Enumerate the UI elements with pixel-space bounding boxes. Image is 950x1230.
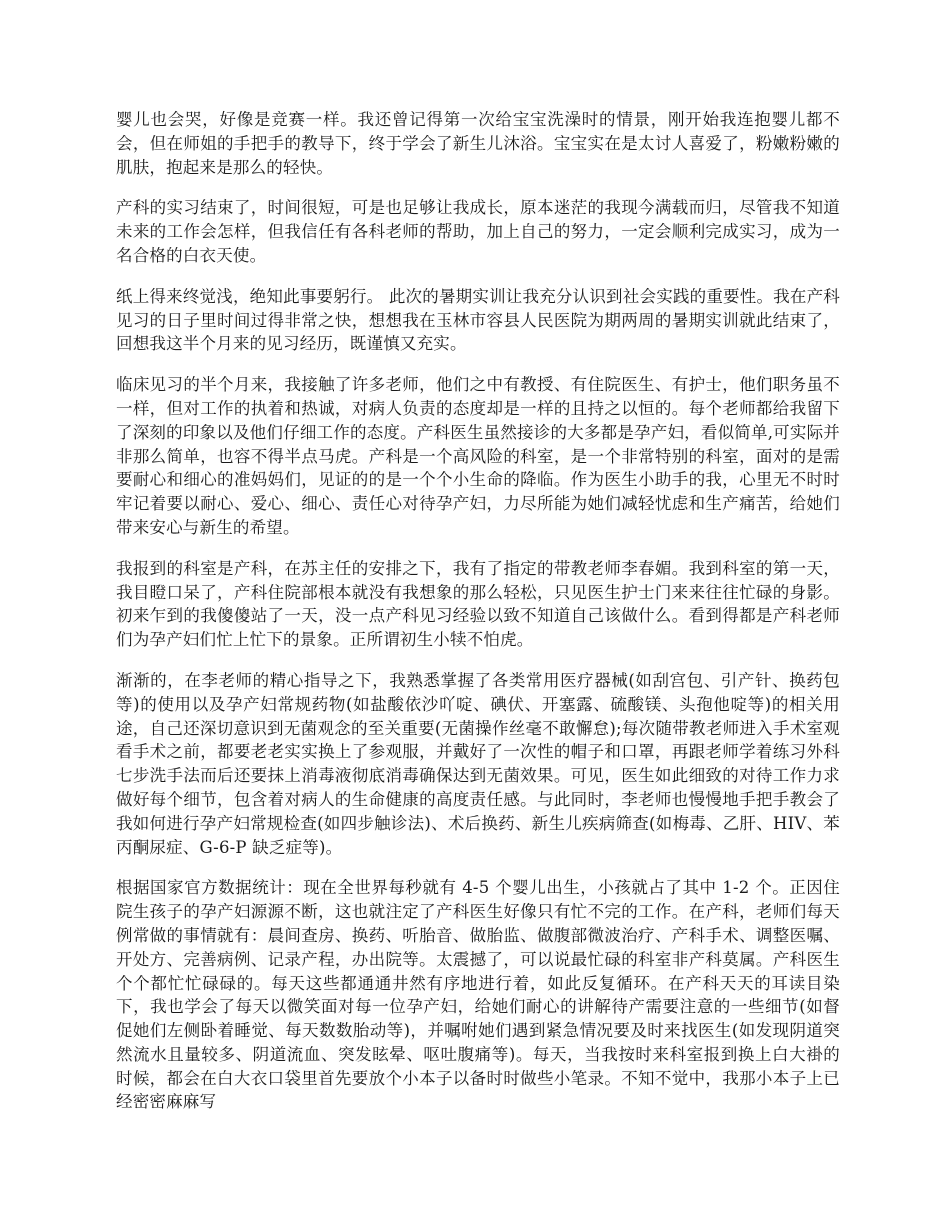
paragraph-5: 我报到的科室是产科，在苏主任的安排之下，我有了指定的带教老师李春媚。我到科室的第一天，我目瞪口呆了，产科住院部根本就没有我想象的那么轻松，只见医生护士门来来往往忙碌的身影。初来乍到的我傻傻站了一天，没一点产科见习经验以致不知道自己该做什么。看到得都是产科老师们为孕产妇们忙上忙下的景象。正所谓初生小犊不怕虎。 bbox=[116, 558, 840, 650]
paragraph-2: 产科的实习结束了，时间很短，可是也足够让我成长，原本迷茫的我现今满载而归，尽管我不知道未来的工作会怎样，但我信任有各科老师的帮助，加上自己的努力，一定会顺利完成实习，成为一名合格的白衣天使。 bbox=[116, 198, 840, 265]
paragraph-4: 临床见习的半个月来，我接触了许多老师，他们之中有教授、有住院医生、有护士，他们职务虽不一样，但对工作的执着和热诚，对病人负责的态度却是一样的且持之以恒的。每个老师都给我留下了深刻的印象以及他们仔细工作的态度。产科医生虽然接诊的大多都是孕产妇，看似简单,可实际并非那么简单，也容不得半点马虎。产科是一个高风险的科室，是一个非常特别的科室，面对的是需要耐心和细心的准妈妈们，见证的的是一个个小生命的降临。作为医生小助手的我，心里无不时时牢记着要以耐心、爱心、细心、责任心对待孕产妇，力尽所能为她们减轻忧虑和生产痛苦，给她们带来安心与新生的希望。 bbox=[116, 375, 840, 537]
paragraph-3: 纸上得来终觉浅，绝知此事要躬行。 此次的暑期实训让我充分认识到社会实践的重要性。我在产科见习的日子里时间过得非常之快，想想我在玉林市容县人民医院为期两周的暑期实训就此结束了，回想我这半个月来的见习经历，既谨慎又充实。 bbox=[116, 286, 840, 354]
paragraph-1: 婴儿也会哭，好像是竞赛一样。我还曾记得第一次给宝宝洗澡时的情景，刚开始我连抱婴儿都不会，但在师姐的手把手的教导下，终于学会了新生儿沐浴。宝宝实在是太讨人喜爱了，粉嫩粉嫩的肌肤，抱起来是那么的轻快。 bbox=[116, 110, 840, 177]
paragraph-6: 渐渐的，在李老师的精心指导之下，我熟悉掌握了各类常用医疗器械(如刮宫包、引产针、换药包等)的使用以及孕产妇常规药物(如盐酸依沙吖啶、碘伏、开塞露、硫酸镁、头孢他啶等)的相关用途，自己还深切意识到无菌观念的至关重要(无菌操作丝毫不敢懈怠);每次随带教老师进入手术室观看手术之前，都要老老实实换上了参观服，并戴好了一次性的帽子和口罩，再跟老师学着练习外科七步洗手法而后还要抹上消毒液彻底消毒确保达到无菌效果。可见，医生如此细致的对待工作力求做好每个细节，包含着对病人的生命健康的高度责任感。与此同时，李老师也慢慢地手把手教会了我如何进行孕产妇常规检查(如四步触诊法)、术后换药、新生儿疾病筛查(如梅毒、乙肝、HIV、苯丙酮尿症、G-6-P 缺乏症等)。 bbox=[116, 670, 840, 857]
paragraph-7: 根据国家官方数据统计：现在全世界每秒就有 4-5 个婴儿出生，小孩就占了其中 1-2 个。正因住院生孩子的孕产妇源源不断，这也就注定了产科医生好像只有忙不完的工作。在产科，老师们每天例常做的事情就有：晨间查房、换药、听胎音、做胎监、做腹部微波治疗、产科手术、调整医嘱、开处方、完善病例、记录产程，办出院等。太震撼了，可以说最忙碌的科室非产科莫属。产科医生个个都忙忙碌碌的。每天这些都通通井然有序地进行着，如此反复循环。在产科天天的耳读目染下，我也学会了每天以微笑面对每一位孕产妇，给她们耐心的讲解待产需要注意的一些细节(如督促她们左侧卧着睡觉、每天数数胎动等)，并嘱咐她们遇到紧急情况要及时来找医生(如发现阴道突然流水且量较多、阴道流血、突发眩晕、呕吐腹痛等)。每天，当我按时来科室报到换上白大褂的时候，都会在白大衣口袋里首先要放个小本子以备时时做些小笔录。不知不觉中，我那小本子上已经密密麻麻写 bbox=[116, 878, 840, 1112]
document-body bbox=[116, 108, 840, 1131]
